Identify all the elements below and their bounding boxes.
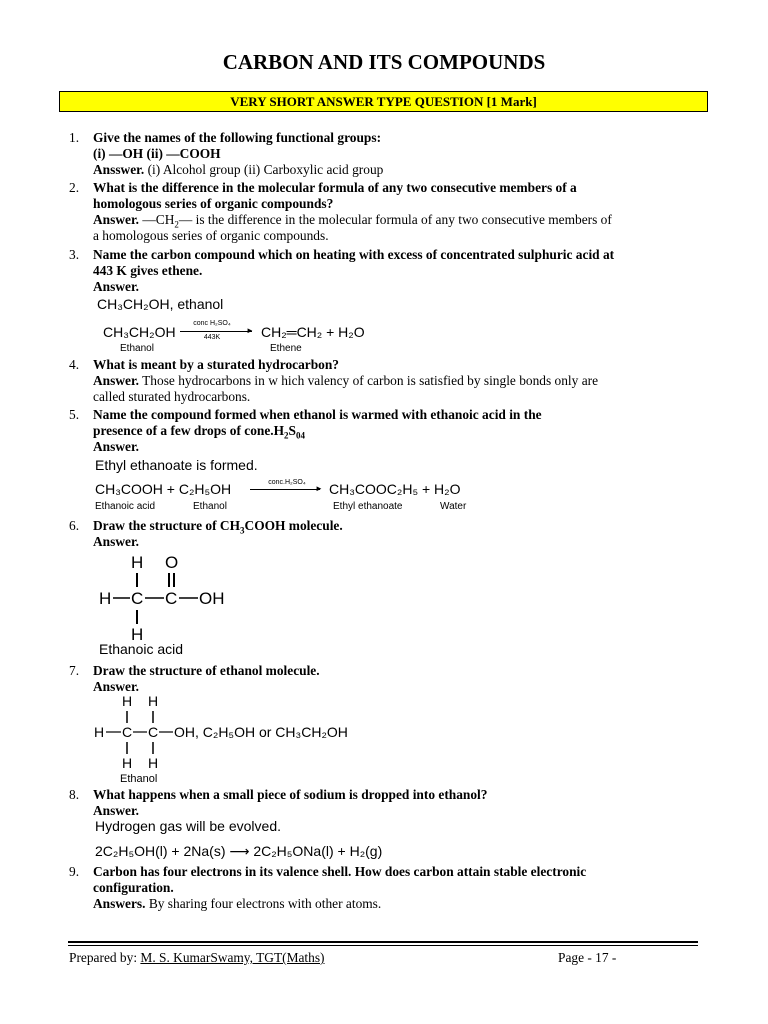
question-number: 9. bbox=[69, 864, 80, 879]
atom-h-bottom: H bbox=[131, 625, 144, 644]
equation-reactant: CH₃CH₂OH bbox=[103, 324, 176, 340]
answer-text: a homologous series of organic compounds. bbox=[93, 228, 329, 243]
question-text: What happens when a small piece of sodium is dropped into ethanol? bbox=[93, 787, 488, 802]
question-text: COOH molecule. bbox=[244, 518, 343, 533]
atom-c2: C bbox=[165, 589, 178, 608]
subscript: 2 bbox=[284, 430, 289, 441]
atom-h-top-1: H bbox=[122, 693, 133, 709]
equation-reactants: CH₃COOH + C₂H₅OH bbox=[95, 481, 232, 497]
answer-statement: Hydrogen gas will be evolved. bbox=[95, 818, 281, 834]
question-text: What is meant by a sturated hydrocarbon? bbox=[93, 357, 340, 372]
answer-label: Answer. bbox=[93, 679, 140, 694]
question-2 bbox=[69, 180, 709, 244]
equation-products: CH₃COOC₂H₅ + H₂O bbox=[329, 481, 461, 497]
answer-label: Answer. bbox=[93, 212, 140, 227]
arrow-condition-bottom: 443K bbox=[203, 334, 221, 341]
answer-label: Answer. bbox=[93, 534, 140, 549]
oh-and-formulas: OH, C₂H₅OH or CH₃CH₂OH bbox=[174, 724, 348, 740]
question-number: 6. bbox=[69, 518, 80, 533]
answer-text: — is the difference in the molecular formula of any two consecutive members of bbox=[178, 212, 612, 227]
atom-o: O bbox=[165, 553, 179, 572]
answer-statement: Ethyl ethanoate is formed. bbox=[95, 457, 258, 473]
atom-oh: OH bbox=[199, 589, 225, 608]
atom-h-top: H bbox=[131, 553, 144, 572]
question-5 bbox=[69, 407, 709, 455]
answer-text: Those hydrocarbons in w hich valency of carbon is satisfied by single bonds only are bbox=[142, 373, 599, 388]
subscript: 3 bbox=[240, 525, 245, 536]
arrow-condition-top: conc.H₂SO₄ bbox=[268, 479, 306, 486]
question-text: Name the carbon compound which on heating with excess of concentrated sulphuric acid at bbox=[93, 247, 615, 262]
question-7 bbox=[69, 663, 709, 695]
ethanol-structure bbox=[92, 692, 392, 786]
atom-c1: C bbox=[131, 589, 144, 608]
atom-h-left: H bbox=[99, 589, 112, 608]
answer-text: called sturated hydrocarbons. bbox=[93, 389, 251, 404]
atom-h-left: H bbox=[94, 724, 105, 740]
question-9 bbox=[69, 864, 709, 912]
question-6 bbox=[69, 518, 709, 550]
label-product: Ethene bbox=[270, 343, 302, 354]
answer-label: Ansswer. bbox=[93, 162, 145, 177]
label-water: Water bbox=[440, 501, 467, 512]
question-8 bbox=[69, 787, 709, 819]
answer-formula: CH₃CH₂OH, ethanol bbox=[97, 296, 224, 312]
question-text: Draw the structure of CH bbox=[93, 518, 241, 533]
footer-divider bbox=[68, 941, 698, 943]
reaction-equation: 2C₂H₅OH(l) + 2Na(s) ⟶ 2C₂H₅ONa(l) + H₂(g) bbox=[95, 843, 383, 859]
label-ethanoic-acid: Ethanoic acid bbox=[95, 501, 156, 512]
answer-text: By sharing four electrons with other atoms. bbox=[148, 896, 382, 911]
footer-divider-thin bbox=[68, 945, 698, 946]
section-banner: VERY SHORT ANSWER TYPE QUESTION [1 Mark] bbox=[59, 91, 708, 112]
atom-c1: C bbox=[122, 724, 133, 740]
question-text: Carbon has four electrons in its valence shell. How does carbon attain stable electronic bbox=[93, 864, 587, 879]
answer-text: —CH bbox=[142, 212, 175, 227]
label-ethyl-ethanoate: Ethyl ethanoate bbox=[333, 501, 403, 512]
question-text: homologous series of organic compounds? bbox=[93, 196, 334, 211]
answer-label: Answers. bbox=[93, 896, 146, 911]
question-text: Draw the structure of ethanol molecule. bbox=[93, 663, 320, 678]
question-number: 5. bbox=[69, 407, 80, 422]
arrow-head: ► bbox=[246, 326, 254, 335]
atom-h-bottom-1: H bbox=[122, 755, 133, 771]
question-text: (i) —OH (ii) —COOH bbox=[93, 146, 221, 161]
question-number: 3. bbox=[69, 247, 80, 262]
ethanoic-acid-structure bbox=[95, 550, 255, 656]
reaction-arrow bbox=[180, 331, 252, 332]
question-number: 4. bbox=[69, 357, 80, 372]
question-3 bbox=[69, 247, 709, 295]
author-name: M. S. KumarSwamy, TGT(Maths) bbox=[140, 950, 325, 965]
prepared-label: Prepared by: bbox=[69, 950, 138, 965]
structure-caption: Ethanoic acid bbox=[99, 641, 184, 656]
equation-product: CH₂═CH₂ + H₂O bbox=[261, 324, 365, 340]
question-text: presence of a few drops of cone.H bbox=[93, 423, 285, 438]
answer-label: Answer. bbox=[93, 279, 140, 294]
answer-label: Answer. bbox=[93, 803, 140, 818]
question-number: 2. bbox=[69, 180, 80, 195]
atom-c2: C bbox=[148, 724, 159, 740]
answer-text: (i) Alcohol group (ii) Carboxylic acid group bbox=[147, 162, 384, 177]
answer-label: Answer. bbox=[93, 439, 140, 454]
question-1 bbox=[69, 130, 709, 178]
question-text: 443 K gives ethene. bbox=[93, 263, 203, 278]
atom-h-top-2: H bbox=[148, 693, 159, 709]
structure-caption: Ethanol bbox=[120, 773, 158, 785]
subscript: 04 bbox=[296, 430, 305, 441]
page-number: Page - 17 - bbox=[558, 950, 617, 965]
question-text: configuration. bbox=[93, 880, 174, 895]
question-text: Name the compound formed when ethanol is warmed with ethanoic acid in the bbox=[93, 407, 542, 422]
question-text: What is the difference in the molecular formula of any two consecutive members of a bbox=[93, 180, 577, 195]
footer-credit bbox=[69, 950, 325, 966]
question-number: 8. bbox=[69, 787, 80, 802]
label-ethanol: Ethanol bbox=[193, 501, 227, 512]
question-4 bbox=[69, 357, 709, 405]
reaction-arrow bbox=[250, 489, 320, 490]
answer-label: Answer. bbox=[93, 373, 140, 388]
question-text: S bbox=[288, 423, 296, 438]
arrow-head: ► bbox=[315, 484, 323, 493]
atom-h-bottom-2: H bbox=[148, 755, 159, 771]
label-reactant: Ethanol bbox=[120, 343, 154, 354]
subscript: 2 bbox=[174, 219, 179, 230]
question-text: Give the names of the following functional groups: bbox=[93, 130, 382, 145]
arrow-condition-top: conc H₂SO₄ bbox=[193, 320, 231, 327]
page-title: CARBON AND ITS COMPOUNDS bbox=[222, 50, 546, 74]
question-number: 7. bbox=[69, 663, 80, 678]
question-number: 1. bbox=[69, 130, 80, 145]
